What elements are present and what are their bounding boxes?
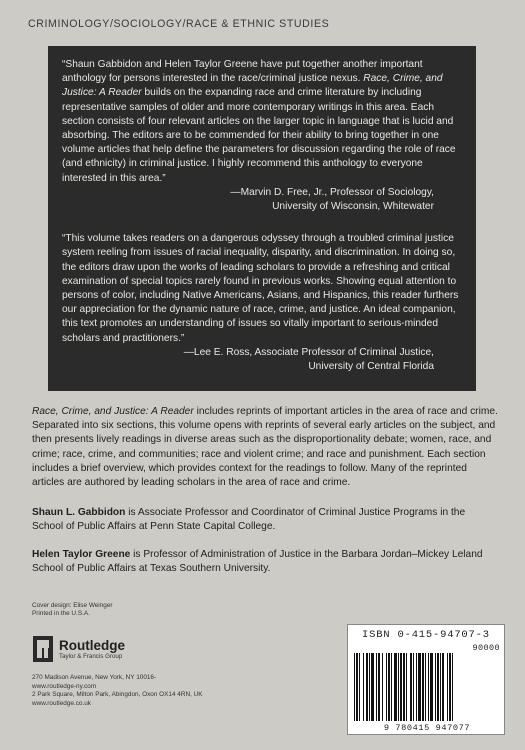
review-quote-2-attribution: —Lee E. Ross, Associate Professor of Criminal Justice, University of Central Florida xyxy=(183,346,434,373)
printed-in-note: Printed in the U.S.A. xyxy=(32,610,90,618)
barcode-bar xyxy=(388,653,390,721)
review-quote-2 xyxy=(62,232,462,374)
book-title: Race, Crime, and Justice: A Reader xyxy=(62,73,443,99)
barcode-bars-icon xyxy=(352,653,502,723)
ean-digits: 9 780415 947077 xyxy=(383,723,471,733)
isbn-number: ISBN 0-415-94707-3 xyxy=(362,629,490,641)
barcode-bar xyxy=(442,653,444,721)
book-description: Race, Crime, and Justice: A Reader includes reprints of important articles in the area of race and crime. Separated into six sections, this volume opens with reprints of several early articles on the subject, and then presents lively readings in diverse areas such as the disproportionality debate; women, race, and crime; race, crime, and communities; race and violent crime; and race and punishment. Each section includes a brief overview, which provides context for the readings to follow. Many of the reprinted articles are authored by leading scholars in the area of race and crime. xyxy=(32,406,498,489)
author-name: Shaun L. Gabbidon xyxy=(32,507,126,518)
barcode-bar xyxy=(400,653,402,721)
barcode-bar xyxy=(428,653,429,721)
barcode-bar xyxy=(359,653,360,721)
barcode-bar xyxy=(403,653,405,721)
routledge-logo-icon xyxy=(32,635,54,663)
publisher-name: Routledge xyxy=(59,637,125,653)
barcode-bar xyxy=(413,653,414,721)
barcode-bar xyxy=(416,653,417,721)
barcode-bar xyxy=(447,653,448,721)
barcode-bar xyxy=(398,653,399,721)
barcode-bar xyxy=(437,653,439,721)
barcode-bar xyxy=(435,653,436,721)
address-line: 270 Madison Avenue, New York, NY 10016- xyxy=(32,674,157,681)
barcode-bar xyxy=(410,653,412,721)
publisher-subtitle: Taylor & Francis Group xyxy=(59,652,123,660)
barcode-bar xyxy=(366,653,368,721)
barcode-bar xyxy=(449,653,451,721)
barcode-bar xyxy=(378,653,380,721)
credits xyxy=(32,602,113,619)
publisher-addresses xyxy=(32,674,203,708)
barcode-bar xyxy=(382,653,383,721)
isbn-barcode xyxy=(347,624,505,735)
barcode-bar xyxy=(406,653,407,721)
barcode-bar xyxy=(430,653,433,721)
review-quote-1-text: “Shaun Gabbidon and Helen Taylor Greene have put together another important anthology for persons interested in the race/criminal justice nexus. Race, Crime, and Justice: A Reader builds on the expanding race and crime literature by including representative samples of older and more contemporary writings in this area. Each section consists of four relevant articles on the larger topic in language that is lucid and absorbing. The editors are to be commended for their ability to bring together in one volume articles that help define the parameters for discussion regarding the role of race (and ethnicity) in criminal justice. I highly recommend this anthology to everyone interested in this area.” xyxy=(62,59,456,184)
review-quote-1-attribution: —Marvin D. Free, Jr., Professor of Sociology, University of Wisconsin, Whitewater xyxy=(230,186,434,213)
barcode-bar xyxy=(452,653,453,721)
cover-design-credit: Cover design: Elise Weinger xyxy=(32,602,113,609)
barcode-bar xyxy=(371,653,374,721)
barcode-bar xyxy=(356,653,358,721)
barcode-bar xyxy=(422,653,424,721)
book-title: Race, Crime, and Justice: A Reader xyxy=(32,406,194,417)
review-quote-2-text: “This volume takes readers on a dangerous odyssey through a troubled criminal justice system reeling from issues of racial inequality, disparity, and discrimination. In doing so, the editors draw upon the works of leading scholars to provide a refreshing and critical examination of special topics rarely found in previous works. Showing equal attention to persons of color, including Native Americans, Asians, and Hispanics, this reader furthers our appreciation for the dynamic nature of race, crime, and justice. An ideal companion, this text promotes an understanding of issues so vitally important to serious-minded scholars and practitioners.” xyxy=(62,233,459,344)
barcode-bar xyxy=(354,653,355,721)
publisher-logo xyxy=(32,634,172,664)
address-line: www.routledge-ny.com xyxy=(32,682,97,690)
author-bio-greene: Helen Taylor Greene is Professor of Administration of Justice in the Barbara Jordan–Mickey Leland School of Public Affairs at Texas Southern University. xyxy=(32,549,483,575)
barcode-bar xyxy=(376,653,377,721)
author-bio-gabbidon: Shaun L. Gabbidon is Associate Professor and Coordinator of Criminal Justice Programs in the School of Public Affairs at Penn State Capital College. xyxy=(32,507,466,533)
address-line: 2 Park Square, Milton Park, Abingdon, Oxon OX14 4RN, UK xyxy=(32,691,203,699)
barcode-bar xyxy=(394,653,397,721)
barcode-bar xyxy=(363,653,364,721)
barcode-bar xyxy=(440,653,441,721)
address-line: www.routledge.co.uk xyxy=(32,699,91,707)
review-quotes-box xyxy=(48,46,476,391)
price-code: 90000 xyxy=(472,643,500,653)
barcode-bar xyxy=(386,653,387,721)
author-name: Helen Taylor Greene xyxy=(32,549,131,560)
category-heading: CRIMINOLOGY/SOCIOLOGY/RACE & ETHNIC STUDIES xyxy=(28,18,330,30)
barcode-bar xyxy=(425,653,426,721)
barcode-bar xyxy=(391,653,392,721)
review-quote-1 xyxy=(62,58,462,214)
barcode-bar xyxy=(369,653,370,721)
barcode-bar xyxy=(418,653,421,721)
